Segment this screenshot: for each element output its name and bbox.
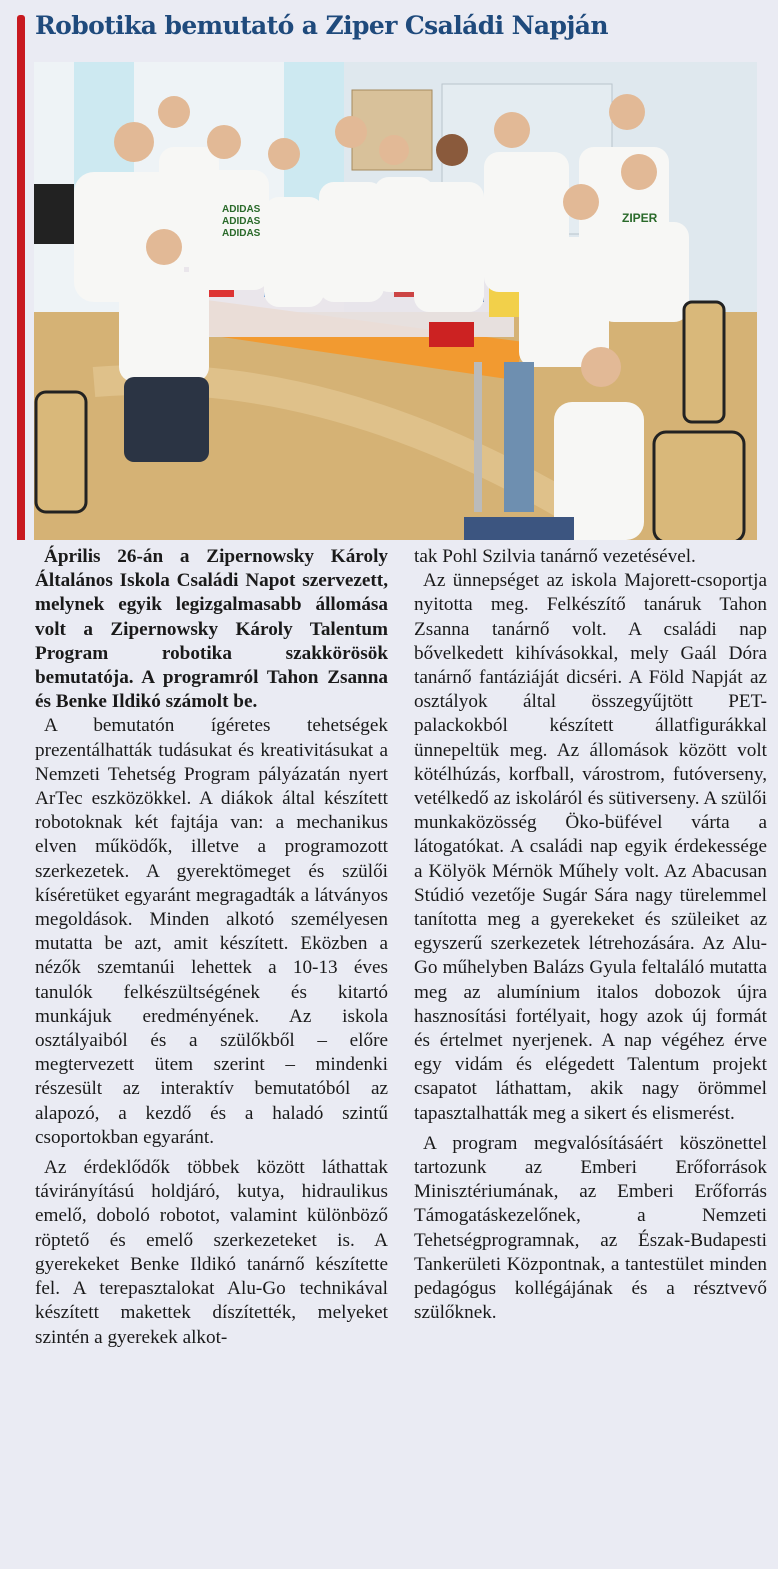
article-column-right: [414, 545, 767, 1326]
photo-illustration: [34, 62, 757, 540]
article-paragraph-continuation: tak Pohl Szilvia tanárnő vezetésével.: [414, 546, 696, 567]
article-title: Robotika bemutató a Ziper Családi Napján: [35, 11, 608, 40]
shirt-text: ADIDAS: [222, 216, 261, 227]
accent-bar: [17, 15, 25, 540]
article-paragraph: A bemutatón ígéretes tehetségek prezentálhatták tudásukat és kreativitásukat a Nemzeti Tehetség Program pályázatán nyert ArTec eszközökkel. A diákok által készített robotoknak két fajtája van: a mechanikus elven működők, illetve a programozott szerkezetek. A gyerektömeget és szülői kíséretüket egyaránt megragadták a látványos megoldások. Minden alkotó személyesen mutatta be azt, amit készített. Eközben a nézők szemtanúi lehettek a 10-13 éves tanulók felkészültségének és kitartó munkájuk eredményének. Az iskola osztályaiból és a szülőkből – előre megtervezett ütem szerint – mindenki részesült az interaktív bemutatóból az alapozó, a kezdő és a haladó szintű csoportokban egyaránt.: [35, 715, 388, 1148]
article-paragraph: Az érdeklődők többek között láthattak távirányítású holdjáró, kutya, hidraulikus emelő, doboló robotot, valamint különböző röptető és emelő szerkezeteket is. A gyerekeket Benke Ildikó tanárnő készítette fel. A terepasztalokat Alu-Go technikával készített makettek díszítették, melyeket szintén a gyerekek alkot-: [35, 1157, 388, 1348]
shirt-text: ADIDAS: [222, 204, 261, 215]
article-column-left: [35, 545, 388, 1350]
article-paragraph: Az ünnepséget az iskola Majorett-csoportja nyitotta meg. Felkészítő tanáruk Tahon Zsanna tanárnő volt. A családi nap bővelkedett kihívásokkal, mely Gaál Dóra tanárnő fantáziáját dicséri. A Föld Napját az osztályok által összegyűjtött PET-palackokból készített állatfigurákkal ünnepeltük meg. Az állomások között volt kötélhúzás, korfball, várostrom, futóverseny, vetélkedő az iskoláról és sütiverseny. A szülői munkaközösség Öko-büfével várta a látogatókat. A családi nap egyik érdekessége a Kölyök Mérnök Műhely volt. Az Abacusan Stúdió vezetője Sugár Sára nagy türelemmel tanította meg a gyerekeket és szüleiket az egyszerű szerkezetek létrehozására. Az Alu-Go műhelyben Balázs Gyula feltaláló mutatta meg az alumínium italos dobozok újra hasznosítási fortélyait, hogy azok új formát és értelmet nyerjenek. A nap végéhez érve egy vidám és elégedett Talentum projekt csapatot láthattam, akik nagy örömmel tapasztalhatták meg a sikert és elismerést.: [414, 570, 767, 1124]
article-photo: [34, 62, 757, 540]
shirt-text: ZIPER: [622, 211, 658, 225]
article-lead: Április 26-án a Zipernowsky Károly Általános Iskola Családi Napot szervezett, melynek egyik legizgalmasabb állomása volt a Zipernowsky Károly Talentum Program robotika szakkörösök bemutatója. A programról Tahon Zsanna és Benke Ildikó számolt be.: [35, 546, 388, 713]
article-paragraph: A program megvalósításáért köszönettel tartozunk az Emberi Erőforrások Minisztériumának, az Emberi Erőforrás Támogatáskezelőnek, a Nemzeti Tehetségprogramnak, az Észak-Budapesti Tankerületi Központnak, a tantestület minden pedagógus kollégájának és a résztvevő szülőknek.: [414, 1132, 767, 1324]
shirt-text: ADIDAS: [222, 228, 261, 239]
